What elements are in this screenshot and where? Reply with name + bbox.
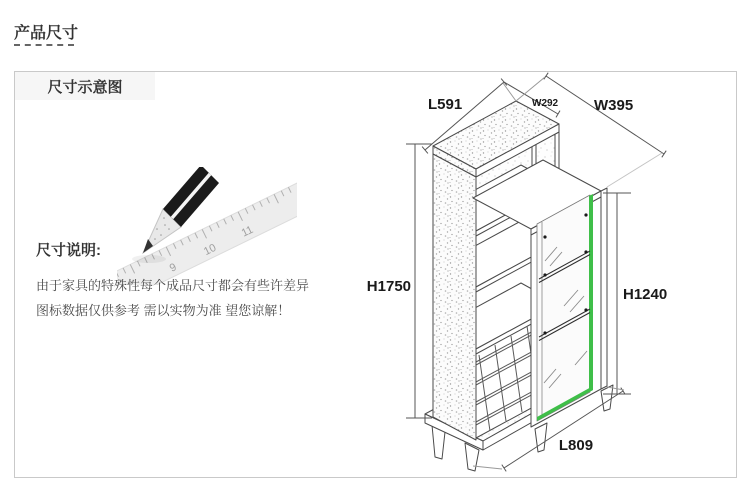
size-note-line-2: 图标数据仅供参考 需以实物为准 望您谅解！ <box>36 303 291 318</box>
page-title: 产品尺寸 <box>14 25 79 42</box>
dim-label-w395: W395 <box>594 97 634 114</box>
pencil-ruler-illustration <box>117 167 297 285</box>
dim-label-l591: L591 <box>428 96 463 113</box>
size-diagram-panel <box>14 71 737 478</box>
ruler-number: 9 <box>167 261 179 275</box>
glass-door <box>537 195 590 421</box>
title-dashed-underline <box>14 44 74 46</box>
size-note-line-1: 由于家具的特殊性每个成品尺寸都会有些许差异 <box>36 278 310 293</box>
ruler-number: 11 <box>239 223 256 240</box>
cabinet-dimension-drawing <box>361 63 750 475</box>
ruler-number: 10 <box>201 241 219 259</box>
dim-label-w292: W292 <box>532 98 559 109</box>
door-edge-strip <box>589 194 593 392</box>
dim-label-l809: L809 <box>558 437 594 454</box>
dim-label-h1750: H1750 <box>366 278 411 295</box>
tower-side-panel <box>433 154 476 440</box>
dim-label-h1240: H1240 <box>623 286 668 303</box>
size-note-title: 尺寸说明: <box>36 242 101 259</box>
panel-badge: 尺寸示意图 <box>15 72 155 100</box>
